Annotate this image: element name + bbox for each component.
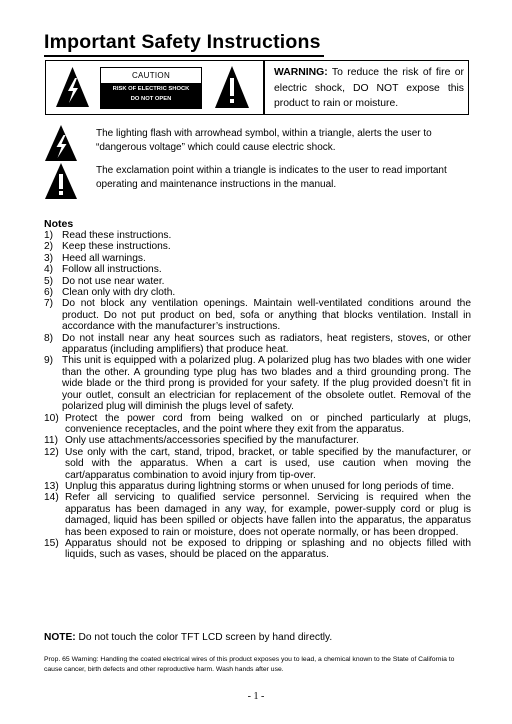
list-item-number: 11) (44, 435, 58, 447)
prop65-warning: Prop. 65 Warning: Handling the coated electrical wires of this product exposes you to lead, a chemical known to the State of California to cause cancer, birth defects and other reproductive harm. Wash hands after use. (44, 656, 455, 673)
list-item-number: 7) (44, 298, 54, 310)
list-item (44, 253, 471, 264)
notes-list (44, 230, 471, 561)
warning-box-divider (263, 60, 265, 115)
list-item (44, 298, 471, 332)
title-underline (44, 55, 324, 57)
page-title: Important Safety Instructions (44, 31, 321, 53)
warning-body: To reduce the risk of fire or electric shock, DO NOT expose this product to rain or moisture. (274, 67, 464, 109)
lightning-triangle-icon (55, 66, 90, 108)
list-item-text: Use only with the cart, stand, tripod, bracket, or table specified by the manufacturer, or sold with the apparatus. When a cart is used, use caution when moving the cart/apparatus combination to avoid injury from tip-over. (65, 446, 471, 481)
list-item (44, 435, 471, 446)
lcd-note (44, 632, 332, 643)
list-item-text: Heed all warnings. (62, 252, 146, 264)
list-item-number: 9) (44, 355, 54, 367)
list-item-text: Read these instructions. (62, 230, 172, 241)
list-item-number: 4) (44, 264, 54, 276)
list-item-number: 10) (44, 412, 59, 424)
list-item-text: Protect the power cord from being walked on or pinched particularly at plugs, convenience receptacles, and the point where they exit from the apparatus. (65, 412, 471, 435)
list-item-text: Do not use near water. (62, 275, 165, 287)
list-item-number: 12) (44, 446, 59, 458)
list-item-number: 5) (44, 275, 54, 287)
list-item-number: 3) (44, 252, 54, 264)
list-item-text: Do not install near any heat sources such as radiators, heat registers, stoves, or other apparatus (including amplifiers) that produce heat. (62, 332, 471, 356)
list-item (44, 355, 471, 412)
list-item (44, 264, 471, 275)
list-item-text: This unit is equipped with a polarized plug. A polarized plug has two blades with one wider than the other. A grounding type plug has two blades and a third grounding prong. The wide blade or the third prong is provided for your safety. If the plug provided doesn’t fit in your outlet, consult an electrician for replacement of the obsolete outlet. Removal of the polarized plug will diminish the plugs level of safety. (62, 355, 471, 413)
lcd-note-text: Do not touch the color TFT LCD screen by hand directly. (75, 632, 333, 643)
list-item (44, 230, 471, 241)
list-item (44, 492, 471, 538)
list-item-text: Do not block any ventilation openings. Maintain well-ventilated conditions around the product. Do not put product on bed, sofa or anything that blocks ventilation. Install in accordance with the manufacturer’s instructions. (62, 298, 471, 333)
list-item (44, 241, 471, 252)
list-item (44, 447, 471, 481)
list-item-text: Keep these instructions. (62, 241, 171, 253)
list-item-text: Clean only with dry cloth. (62, 287, 176, 299)
list-item (44, 481, 471, 492)
warning-box (45, 60, 469, 115)
list-item-number: 8) (44, 332, 54, 344)
exclamation-triangle-icon (214, 65, 250, 109)
list-item-number: 13) (44, 480, 59, 492)
list-item (44, 276, 471, 287)
warning-text (274, 65, 464, 112)
list-item-text: Unplug this apparatus during lightning storms or when unused for long periods of time. (65, 480, 455, 492)
list-item (44, 538, 471, 561)
warning-prefix: WARNING: (274, 67, 328, 78)
lightning-symbol-description: The lighting flash with arrowhead symbol, within a triangle, alerts the user to “dangerous voltage” which could cause electric shock. (96, 128, 432, 153)
lightning-triangle-icon (44, 124, 78, 162)
caution-label-line2: DO NOT OPEN (130, 96, 172, 102)
exclamation-triangle-icon (44, 162, 78, 200)
list-item-number: 1) (44, 230, 54, 241)
list-item (44, 287, 471, 298)
list-item-text: Refer all servicing to qualified service personnel. Servicing is required when the apparatus has been damaged in any way, for example, power-supply cord or plug is damaged, liquid has been spilled or objects have fallen into the apparatus, the apparatus has been exposed to rain or moisture, does not operate normally, or has been dropped. (65, 492, 471, 538)
page-number: - 1 - (247, 691, 265, 702)
caution-label-subtitle (101, 84, 201, 104)
notes-heading: Notes (44, 218, 74, 230)
exclamation-symbol-description: The exclamation point within a triangle is indicates to the user to read important operating and maintenance instructions in the manual. (96, 165, 447, 190)
caution-label-title: CAUTION (101, 68, 201, 83)
list-item-number: 15) (44, 537, 59, 549)
list-item (44, 413, 471, 436)
list-item-text: Only use attachments/accessories specified by the manufacturer. (65, 435, 359, 447)
lcd-note-prefix: NOTE: (44, 632, 76, 643)
list-item-number: 2) (44, 241, 54, 253)
list-item (44, 333, 471, 356)
caution-label-line1: RISK OF ELECTRIC SHOCK (112, 86, 190, 92)
list-item-number: 6) (44, 287, 54, 299)
list-item-text: Apparatus should not be exposed to dripping or splashing and no objects filled with liquids, such as vases, should be placed on the apparatus. (65, 537, 471, 561)
caution-label (100, 67, 202, 109)
list-item-number: 14) (44, 492, 59, 504)
list-item-text: Follow all instructions. (62, 264, 162, 276)
